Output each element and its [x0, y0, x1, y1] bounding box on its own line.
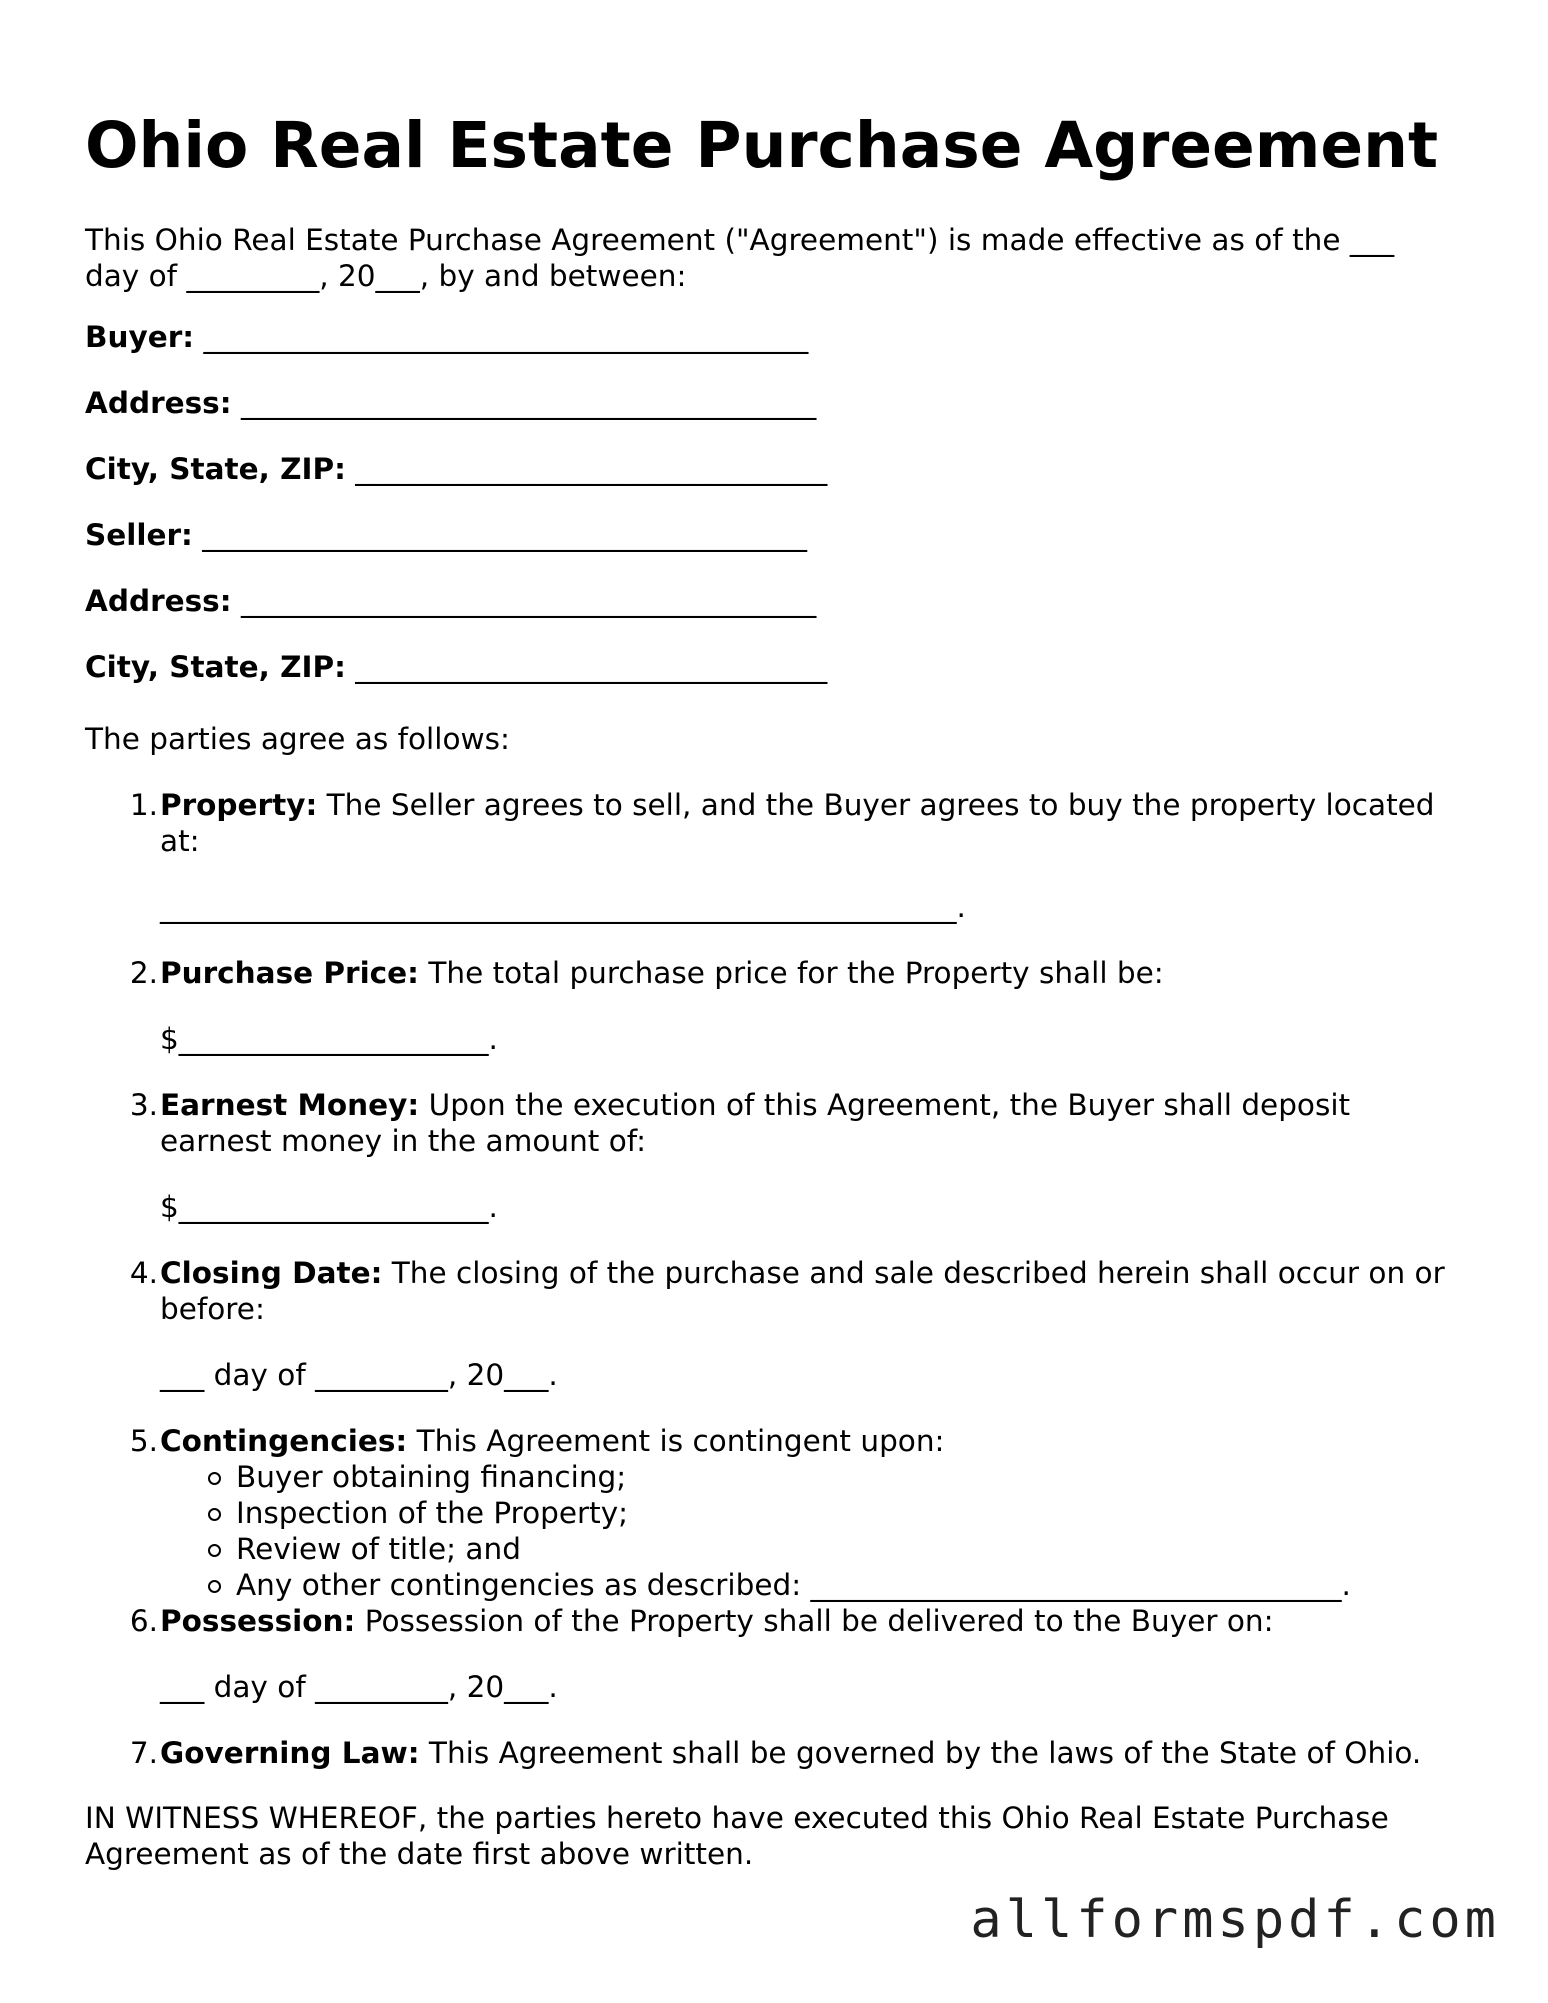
contingency-text: Buyer obtaining financing; [236, 1460, 627, 1494]
clause-text: Possession of the Property shall be delivered to the Buyer on: [364, 1604, 1274, 1638]
buyer-blank[interactable]: _________________________________________ [203, 320, 809, 354]
earnest-money-blank[interactable]: $_____________________. [160, 1190, 498, 1224]
property-address-blank[interactable]: ______________________________________________________. [160, 890, 966, 924]
circle-bullet-icon [208, 1544, 221, 1557]
clause-heading: Property: [160, 788, 318, 822]
seller-label: Seller: [85, 518, 193, 552]
intro-paragraph [85, 222, 1465, 294]
clause-text: This Agreement shall be governed by the laws of the State of Ohio. [428, 1736, 1422, 1770]
seller-address-label: Address: [85, 584, 232, 618]
purchase-price-blank[interactable]: $_____________________. [160, 1022, 498, 1056]
clause-heading: Contingencies: [160, 1424, 408, 1458]
parties-agree-text: The parties agree as follows: [85, 722, 510, 756]
seller-city-blank[interactable]: ________________________________ [355, 650, 828, 684]
buyer-label: Buyer: [85, 320, 195, 354]
seller-blank[interactable]: _________________________________________ [202, 518, 807, 552]
clause-text: The total purchase price for the Property shall be: [428, 956, 1164, 990]
buyer-address-blank[interactable]: _______________________________________ [240, 386, 817, 420]
circle-bullet-icon [208, 1580, 221, 1593]
circle-bullet-icon [208, 1508, 221, 1521]
buyer-address-field [85, 385, 816, 421]
seller-city-label: City, State, ZIP: [85, 650, 346, 684]
buyer-city-field [85, 451, 827, 487]
clause-text: Upon the execution of this Agreement, the Buyer shall deposit earnest money in the amount of: [160, 1088, 1351, 1158]
buyer-address-label: Address: [85, 386, 232, 420]
possession-date-blank[interactable]: ___ day of _________, 20___. [160, 1670, 558, 1704]
clause-number: 2. [129, 956, 158, 990]
clause-number: 6. [129, 1604, 158, 1638]
intro-line-1: This Ohio Real Estate Purchase Agreement ("Agreement") is made effective as of the ___ [85, 223, 1395, 257]
clause-number: 7. [129, 1736, 158, 1770]
clause-text: This Agreement is contingent upon: [416, 1424, 945, 1458]
seller-address-blank[interactable]: _______________________________________ [240, 584, 817, 618]
contingency-text-other[interactable]: Any other contingencies as described: ____________________________________. [236, 1568, 1351, 1602]
clause-heading: Earnest Money: [160, 1088, 420, 1122]
watermark-text: allformspdf.com [970, 1890, 1500, 1950]
contingency-text: Review of title; and [236, 1532, 521, 1566]
seller-field [85, 517, 807, 553]
contingency-text: Inspection of the Property; [236, 1496, 629, 1530]
clause-number: 4. [129, 1256, 158, 1290]
seller-city-field [85, 649, 827, 685]
clause-number: 3. [129, 1088, 158, 1122]
buyer-city-blank[interactable]: ________________________________ [355, 452, 828, 486]
witness-paragraph: IN WITNESS WHEREOF, the parties hereto have executed this Ohio Real Estate Purchase Agreement as of the date first above written. [85, 1801, 1389, 1871]
clause-text: The closing of the purchase and sale described herein shall occur on or before: [160, 1256, 1445, 1326]
intro-line-2: day of _________, 20___, by and between: [85, 259, 687, 293]
closing-date-blank[interactable]: ___ day of _________, 20___. [160, 1358, 558, 1392]
circle-bullet-icon [208, 1472, 221, 1485]
seller-address-field [85, 583, 816, 619]
clause-heading: Closing Date: [160, 1256, 383, 1290]
clause-number: 1. [129, 788, 158, 822]
buyer-city-label: City, State, ZIP: [85, 452, 346, 486]
clause-heading: Governing Law: [160, 1736, 420, 1770]
clause-text: The Seller agrees to sell, and the Buyer agrees to buy the property located at: [160, 788, 1435, 858]
document-title: Ohio Real Estate Purchase Agreement [85, 109, 1439, 182]
clause-heading: Purchase Price: [160, 956, 419, 990]
buyer-field [85, 319, 808, 355]
clause-heading: Possession: [160, 1604, 356, 1638]
clause-number: 5. [129, 1424, 158, 1458]
